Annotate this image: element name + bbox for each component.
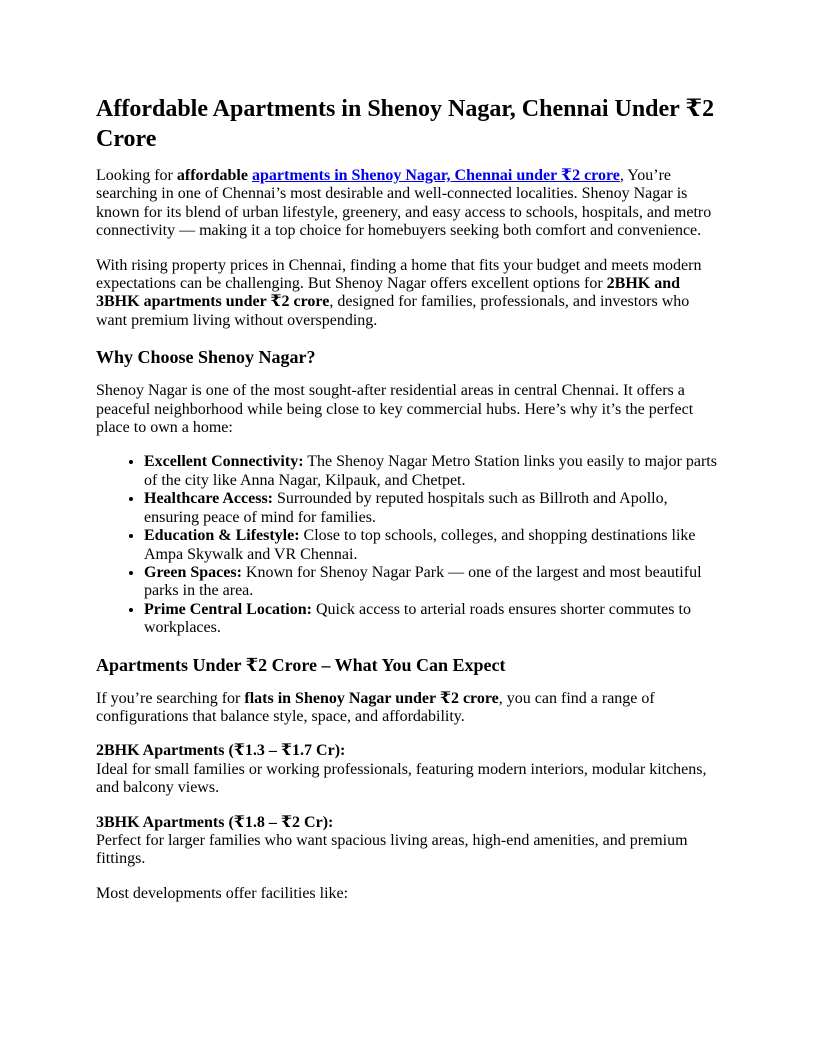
list-item-label: Green Spaces: — [144, 563, 242, 581]
list-item-label: Education & Lifestyle: — [144, 527, 300, 545]
budget-paragraph — [96, 257, 722, 331]
list-item — [144, 564, 722, 601]
list-item-text: Surrounded by reputed hospitals such as Billroth and Apollo, ensuring peace of mind for families. — [144, 490, 668, 526]
section-heading-expect: Apartments Under ₹2 Crore – What You Can Expect — [96, 654, 506, 675]
benefits-list — [96, 453, 722, 637]
budget-rest: , designed for families, professionals, and investors who want premium living without overspending. — [96, 293, 690, 329]
bhk2-heading: 2BHK Apartments (₹1.3 – ₹1.7 Cr): — [96, 742, 346, 760]
expect-paragraph — [96, 690, 722, 727]
list-item — [144, 601, 722, 638]
list-item-text: Quick access to arterial roads ensures shorter commutes to workplaces. — [144, 600, 691, 637]
list-item — [144, 453, 722, 490]
list-item — [144, 527, 722, 564]
list-item-text: Close to top schools, colleges, and shopping destinations like Ampa Skywalk and VR Chennai. — [144, 527, 696, 563]
expect-rest: , you can find a range of configurations that balance style, space, and affordability. — [96, 689, 655, 725]
list-item-label: Excellent Connectivity: — [144, 453, 304, 471]
closing-paragraph: Most developments offer facilities like: — [96, 884, 349, 902]
intro-prefix: Looking for — [96, 167, 177, 184]
budget-bold: 2BHK and 3BHK apartments under ₹2 crore — [96, 275, 681, 311]
list-item-text: Known for Shenoy Nagar Park — one of the largest and most beautiful parks in the area. — [144, 563, 702, 600]
section-heading-why: Why Choose Shenoy Nagar? — [96, 347, 316, 368]
budget-prefix: With rising property prices in Chennai, finding a home that fits your budget and meets modern expectations can be challenging. But Shenoy Nagar offers excellent options for — [96, 256, 702, 293]
list-item — [144, 490, 722, 527]
list-item-label: Prime Central Location: — [144, 600, 312, 618]
bhk3-heading: 3BHK Apartments (₹1.8 – ₹2 Cr): — [96, 813, 334, 831]
page-title: Affordable Apartments in Shenoy Nagar, Chennai Under ₹2 Crore — [96, 96, 715, 152]
apartments-link[interactable]: apartments in Shenoy Nagar, Chennai under ₹2 crore — [251, 167, 620, 184]
document-body — [96, 94, 722, 919]
expect-prefix: If you’re searching for — [96, 689, 245, 707]
bhk3-text: Perfect for larger families who want spacious living areas, high-end amenities, and premium fittings. — [96, 831, 688, 868]
bhk2-paragraph — [96, 742, 722, 797]
list-item-label: Healthcare Access: — [144, 490, 273, 508]
expect-bold: flats in Shenoy Nagar under ₹2 crore — [244, 689, 499, 707]
intro-rest: , You’re searching in one of Chennai’s most desirable and well-connected localities. Shenoy Nagar is known for its blend of urban lifestyle, greenery, and easy access to schools, hospitals, and metro connectivity — making it a top choice for homebuyers seeking both comfort and convenience. — [96, 167, 712, 240]
intro-paragraph — [96, 167, 722, 241]
intro-bold: affordable — [176, 167, 248, 184]
bhk3-paragraph — [96, 814, 722, 869]
bhk2-text: Ideal for small families or working professionals, featuring modern interiors, modular kitchens, and balcony views. — [96, 760, 707, 797]
list-item-text: The Shenoy Nagar Metro Station links you easily to major parts of the city like Anna Nagar, Kilpauk, and Chetpet. — [144, 453, 717, 489]
why-paragraph: Shenoy Nagar is one of the most sought-after residential areas in central Chennai. It offers a peaceful neighborhood while being close to key commercial hubs. Here’s why it’s the perfect place to own a home: — [96, 382, 694, 437]
